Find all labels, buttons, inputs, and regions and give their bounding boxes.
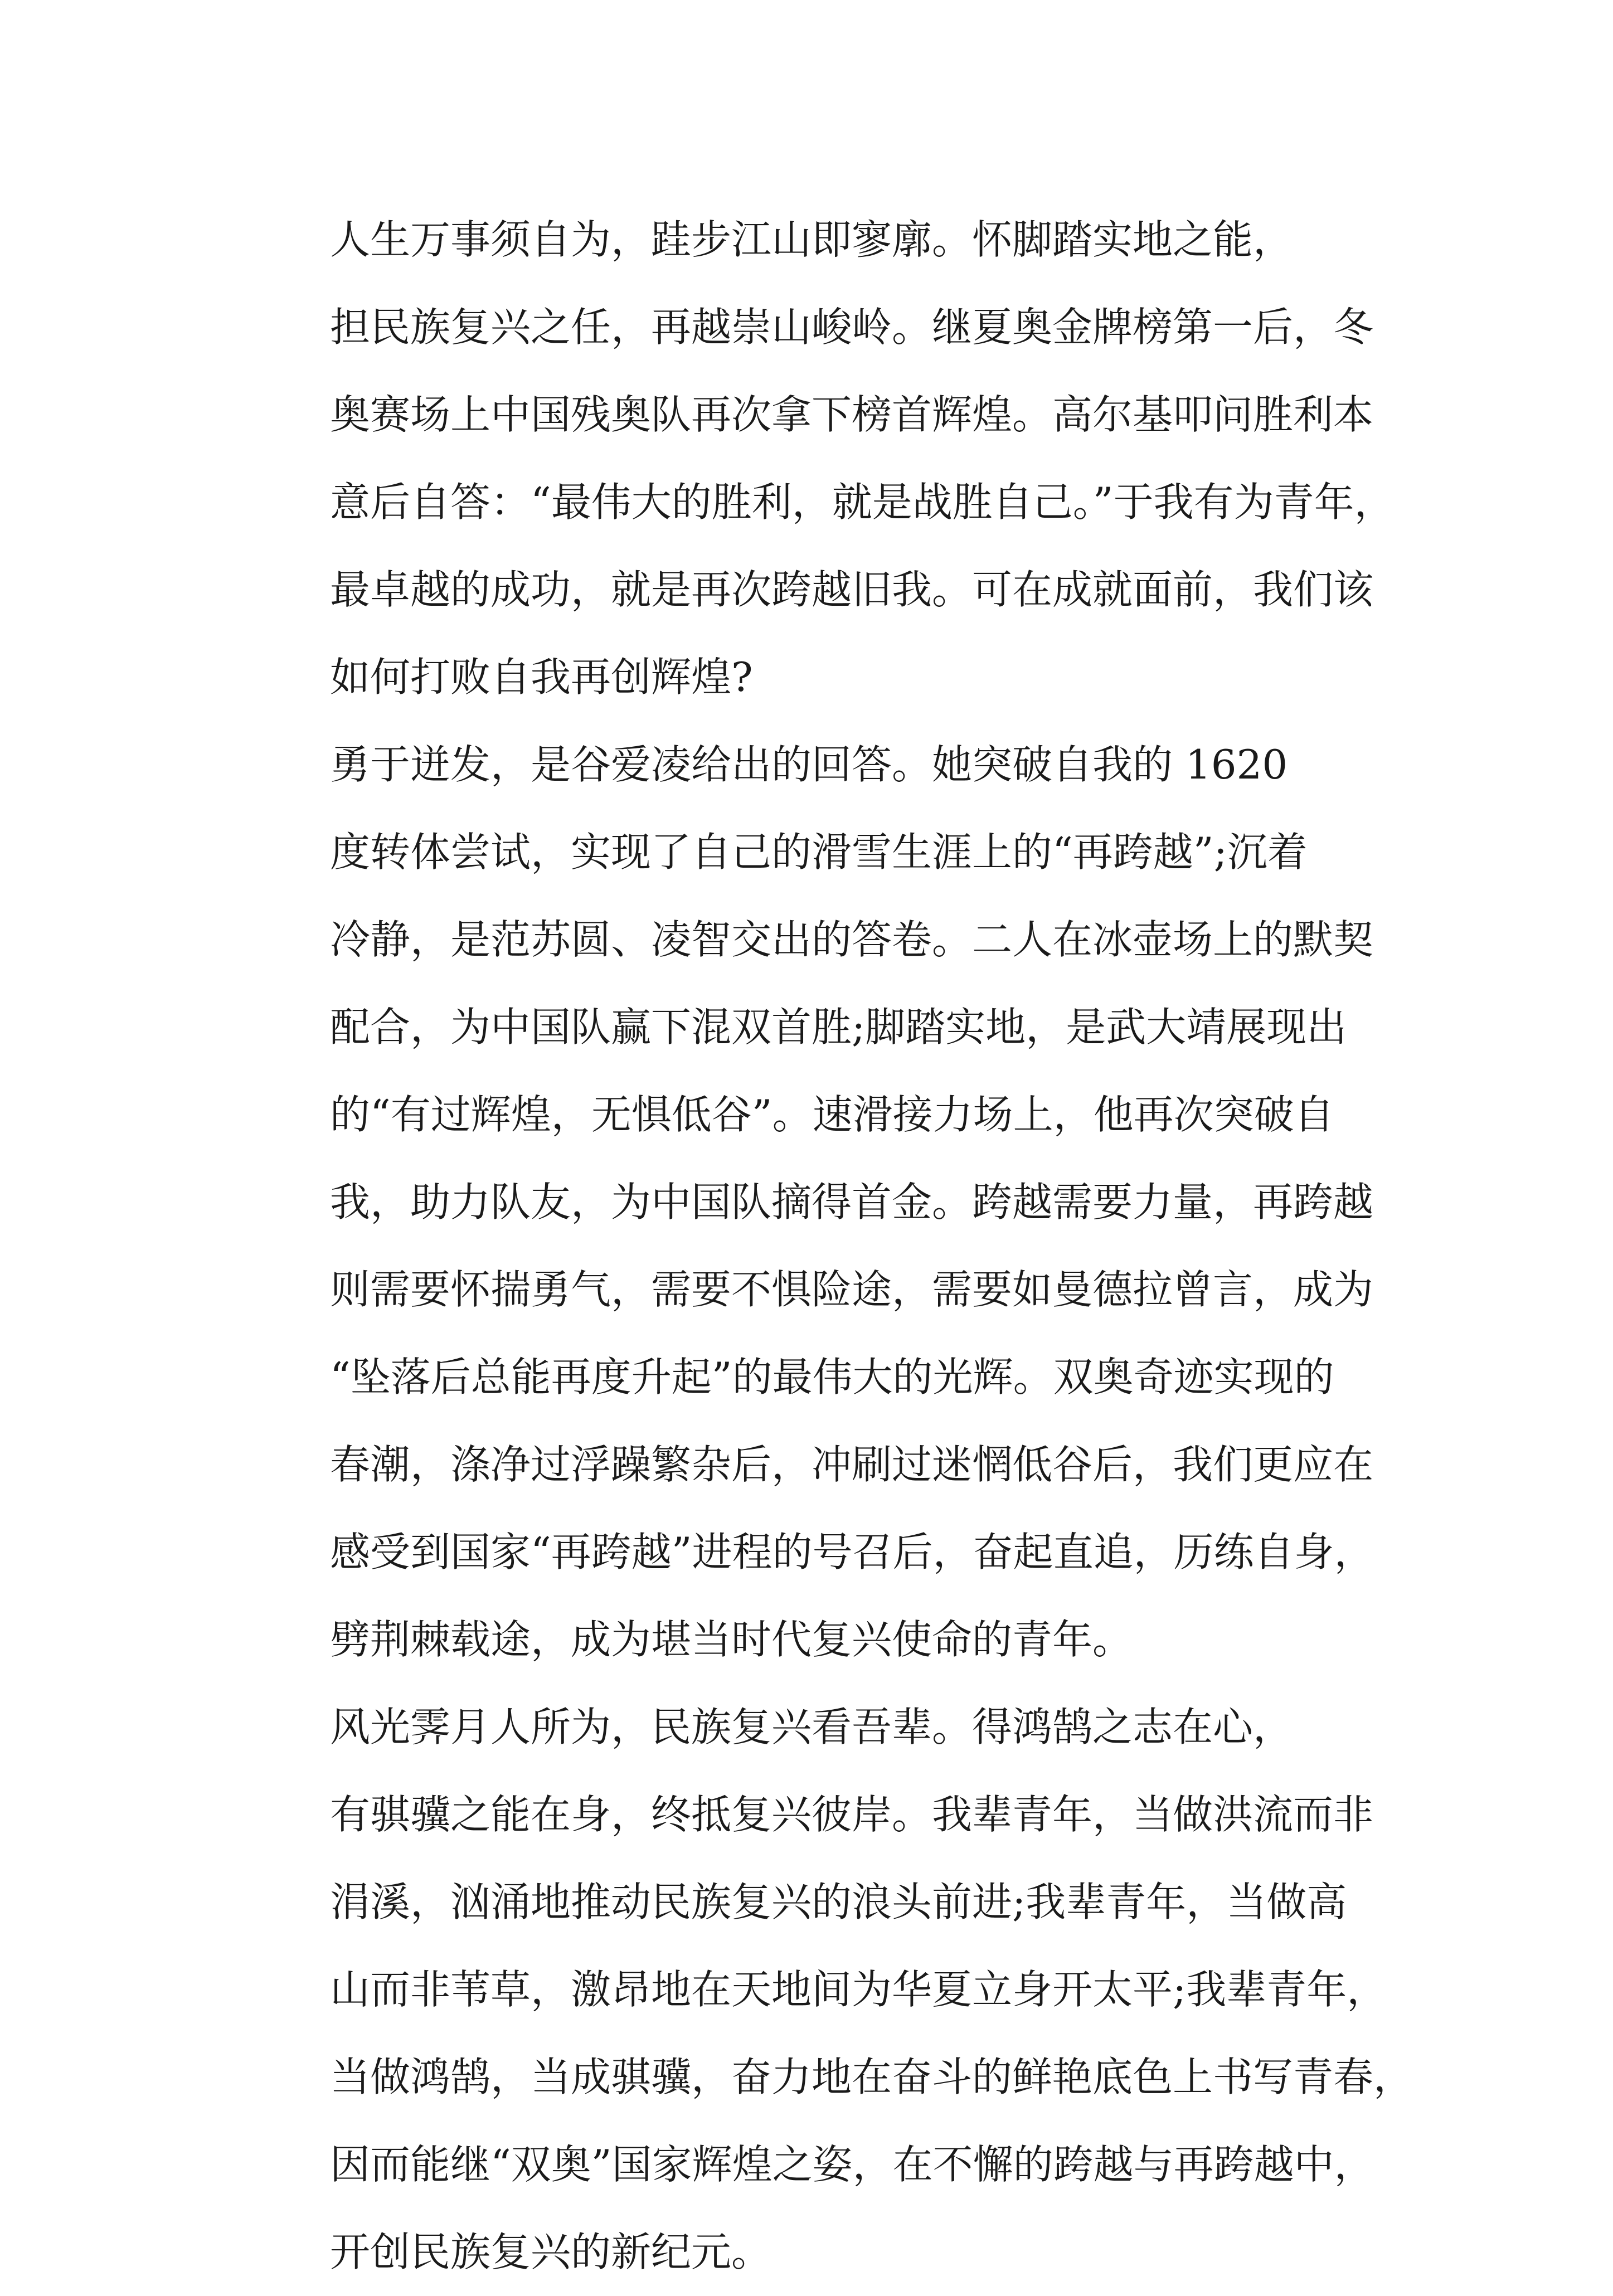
- paragraph-line: 劈荆棘载途，成为堪当时代复兴使命的青年。: [330, 1616, 1133, 1663]
- paragraph-line: 人生万事须自为，跬步江山即寥廓。怀脚踏实地之能，: [330, 216, 1294, 263]
- paragraph-line: 因而能继“双奥”国家辉煌之姿，在不懈的跨越与再跨越中，: [330, 2141, 1374, 2188]
- paragraph-line: 则需要怀揣勇气，需要不惧险途，需要如曼德拉曾言，成为: [330, 1266, 1374, 1313]
- paragraph-line: 山而非苇草，激昂地在天地间为华夏立身开太平;我辈青年，: [330, 1966, 1387, 2013]
- paragraph-line: 感受到国家“再跨越”进程的号召后，奋起直追，历练自身，: [330, 1529, 1374, 1575]
- paragraph-line: 意后自答：“最伟大的胜利，就是战胜自己。”于我有为青年，: [330, 479, 1395, 526]
- paragraph-line: 如何打败自我再创辉煌?: [330, 654, 753, 701]
- paragraph-line: 奥赛场上中国残奥队再次拿下榜首辉煌。高尔基叩问胜利本: [330, 391, 1374, 438]
- paragraph-line: 春潮，涤净过浮躁繁杂后，冲刷过迷惘低谷后，我们更应在: [330, 1441, 1374, 1488]
- paragraph-line: 配合，为中国队赢下混双首胜;脚踏实地，是武大靖展现出: [330, 1004, 1347, 1050]
- paragraph-3: [250, 1684, 1414, 2296]
- paragraph-2: [250, 721, 1387, 1684]
- paragraph-line: 度转体尝试，实现了自己的滑雪生涯上的“再跨越”;沉着: [330, 829, 1308, 875]
- paragraph-line: 涓溪，汹涌地推动民族复兴的浪头前进;我辈青年，当做高: [330, 1879, 1347, 1925]
- paragraph-line: 当做鸿鹄，当成骐骥，奋力地在奋斗的鲜艳底色上书写青春，: [330, 2054, 1414, 2100]
- paragraph-line: 风光霁月人所为，民族复兴看吾辈。得鸿鹄之志在心，: [330, 1704, 1294, 1750]
- paragraph-line: 的“有过辉煌，无惧低谷”。速滑接力场上，他再次突破自: [330, 1091, 1334, 1138]
- paragraph-line: “坠落后总能再度升起”的最伟大的光辉。双奥奇迹实现的: [330, 1354, 1334, 1400]
- paragraph-line: 最卓越的成功，就是再次跨越旧我。可在成就面前，我们该: [330, 566, 1374, 613]
- paragraph-line: 开创民族复兴的新纪元。: [330, 2229, 772, 2275]
- paragraph-1: [250, 196, 1395, 721]
- paragraph-line: 勇于迸发，是谷爱凌给出的回答。她突破自我的 1620: [330, 741, 1288, 788]
- paragraph-line: 担民族复兴之任，再越崇山峻岭。继夏奥金牌榜第一后，冬: [330, 304, 1374, 351]
- paragraph-line: 有骐骥之能在身，终抵复兴彼岸。我辈青年，当做洪流而非: [330, 1791, 1374, 1838]
- document-body: [250, 196, 1414, 2296]
- paragraph-line: 我，助力队友，为中国队摘得首金。跨越需要力量，再跨越: [330, 1179, 1374, 1225]
- paragraph-line: 冷静，是范苏圆、凌智交出的答卷。二人在冰壶场上的默契: [330, 916, 1374, 963]
